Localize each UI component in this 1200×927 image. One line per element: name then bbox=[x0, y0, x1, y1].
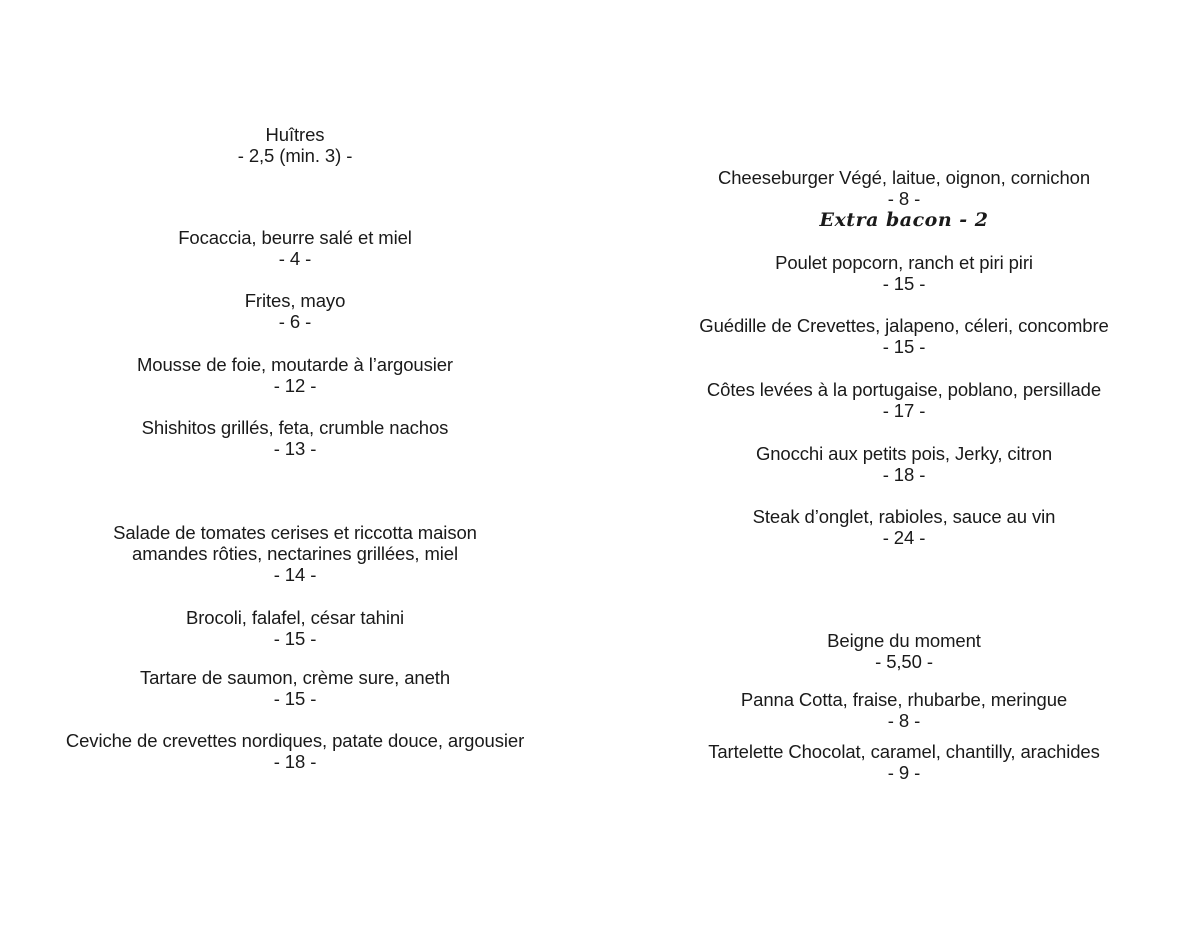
item-price: - 15 - bbox=[273, 688, 317, 709]
item-name: Focaccia, beurre salé et miel bbox=[178, 227, 412, 248]
item-name: Tartelette Chocolat, caramel, chantilly, arachides bbox=[708, 741, 1100, 762]
item-name: Steak d’onglet, rabioles, sauce au vin bbox=[752, 506, 1056, 527]
item-price: - 24 - bbox=[882, 527, 926, 548]
item-name: Poulet popcorn, ranch et piri piri bbox=[775, 252, 1033, 273]
menu-item-steak-onglet bbox=[660, 506, 1148, 548]
menu-item-mousse-de-foie bbox=[40, 354, 550, 396]
item-name: Tartare de saumon, crème sure, aneth bbox=[139, 667, 451, 688]
item-price: - 12 - bbox=[273, 375, 317, 396]
item-price: - 2,5 (min. 3) - bbox=[237, 145, 353, 166]
item-price: - 15 - bbox=[273, 628, 317, 649]
item-name: Côtes levées à la portugaise, poblano, persillade bbox=[706, 379, 1102, 400]
item-name: Brocoli, falafel, césar tahini bbox=[185, 607, 405, 628]
item-name: Salade de tomates cerises et riccotta maison bbox=[113, 522, 477, 543]
item-price: - 8 - bbox=[887, 188, 921, 209]
item-name: Guédille de Crevettes, jalapeno, céleri, concombre bbox=[699, 315, 1109, 336]
item-name: Frites, mayo bbox=[244, 290, 346, 311]
item-name: Beigne du moment bbox=[827, 630, 981, 651]
menu-item-cotes-levees bbox=[660, 379, 1148, 421]
menu-item-beigne bbox=[660, 630, 1148, 672]
item-name: Gnocchi aux petits pois, Jerky, citron bbox=[755, 443, 1053, 464]
menu-item-shishitos bbox=[40, 417, 550, 459]
menu-item-tartare-saumon bbox=[40, 667, 550, 709]
item-price: - 14 - bbox=[273, 564, 317, 585]
menu-item-poulet-popcorn bbox=[660, 252, 1148, 294]
item-price: - 15 - bbox=[882, 273, 926, 294]
item-price: - 8 - bbox=[887, 710, 921, 731]
item-name: Panna Cotta, fraise, rhubarbe, meringue bbox=[740, 689, 1068, 710]
menu-item-focaccia bbox=[40, 227, 550, 269]
item-price: - 4 - bbox=[278, 248, 312, 269]
item-price: - 13 - bbox=[273, 438, 317, 459]
item-price: - 9 - bbox=[887, 762, 921, 783]
item-name: Ceviche de crevettes nordiques, patate douce, argousier bbox=[65, 730, 525, 751]
extra-bacon-option: Extra bacon - 2 bbox=[819, 209, 989, 231]
item-name: Shishitos grillés, feta, crumble nachos bbox=[141, 417, 449, 438]
menu-item-cheeseburger bbox=[660, 167, 1148, 209]
item-price: - 6 - bbox=[278, 311, 312, 332]
item-price: - 15 - bbox=[882, 336, 926, 357]
item-price: - 17 - bbox=[882, 400, 926, 421]
item-name: Cheeseburger Végé, laitue, oignon, cornichon bbox=[717, 167, 1091, 188]
menu-item-guedille bbox=[660, 315, 1148, 357]
item-price: - 5,50 - bbox=[875, 651, 933, 672]
item-name: Mousse de foie, moutarde à l’argousier bbox=[136, 354, 453, 375]
item-price: - 18 - bbox=[273, 751, 317, 772]
menu-item-ceviche bbox=[40, 730, 550, 772]
item-description: amandes rôties, nectarines grillées, miel bbox=[132, 543, 458, 564]
menu-item-brocoli bbox=[40, 607, 550, 649]
menu-item-panna-cotta bbox=[660, 689, 1148, 731]
menu-item-huitres bbox=[40, 124, 550, 166]
item-price: - 18 - bbox=[882, 464, 926, 485]
menu-item-salade-tomates bbox=[40, 522, 550, 585]
item-name: Huîtres bbox=[265, 124, 325, 145]
menu-item-frites bbox=[40, 290, 550, 332]
menu-item-gnocchi bbox=[660, 443, 1148, 485]
menu-item-tartelette bbox=[660, 741, 1148, 783]
